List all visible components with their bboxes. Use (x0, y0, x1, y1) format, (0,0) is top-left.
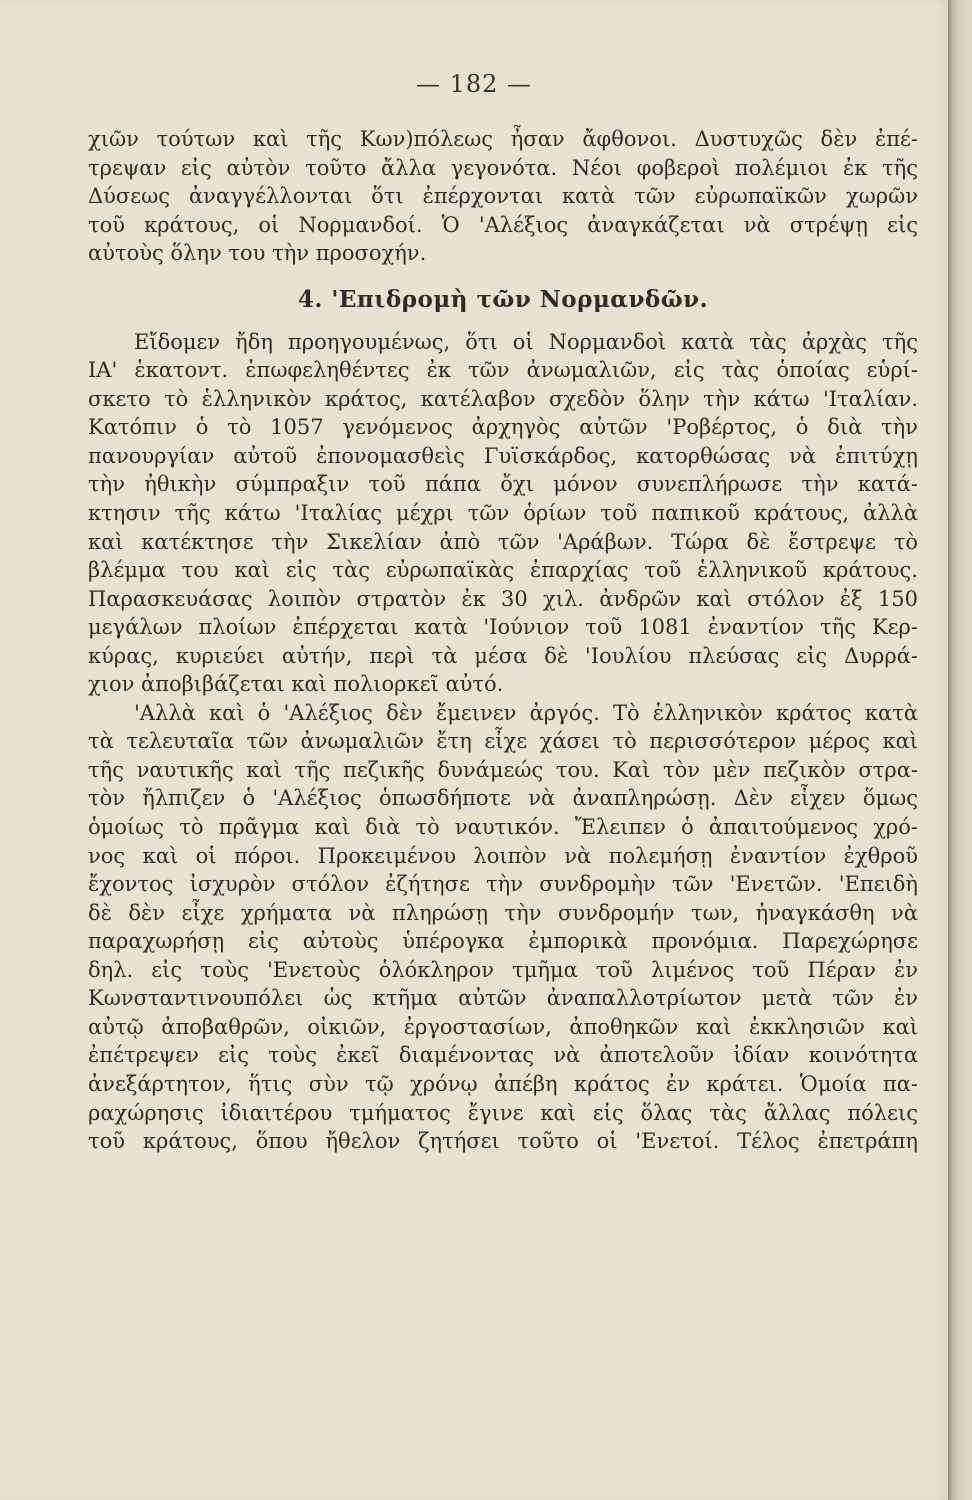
page-edge (948, 0, 972, 1500)
text-line: χιον ἀποβιβάζεται καὶ πολιορκεῖ αὐτό. (88, 672, 504, 697)
text-line: Κωνσταντινουπόλει ὡς κτῆμα αὐτῶν ἀναπαλλοτρίωτον μετὰ τῶν ἐν (88, 986, 918, 1011)
text-line: ὁμοίως τὸ πρᾶγμα καὶ διὰ τὸ ναυτικόν. Ἔλειπεν ὁ ἀπαιτούμενος χρό- (88, 815, 918, 840)
paragraph-alexios (88, 699, 918, 1156)
text-line: πανουργίαν αὐτοῦ ἐπονομασθεὶς Γυϊσκάρδος, κατορθώσας νὰ ἐπιτύχῃ (88, 443, 918, 468)
page-body (88, 125, 918, 1156)
text-line: Δύσεως ἀναγγέλλονται ὅτι ἐπέρχονται κατὰ τῶν εὐρωπαϊκῶν χωρῶν (88, 184, 918, 209)
text-line: νος καὶ οἱ πόροι. Προκειμένου λοιπὸν νὰ πολεμήσῃ ἐναντίον ἐχθροῦ (88, 843, 918, 868)
text-line: Εἴδομεν ἤδη προηγουμένως, ὅτι οἱ Νορμανδοὶ κατὰ τὰς ἀρχὰς τῆς (134, 329, 918, 354)
text-line: τοῦ κράτους, οἱ Νορμανδοί. Ὁ 'Αλέξιος ἀναγκάζεται νὰ στρέψῃ εἰς (88, 212, 918, 237)
text-line: ραχώρησις ἰδιαιτέρου τμήματος ἔγινε καὶ εἰς ὅλας τὰς ἄλλας πόλεις (88, 1100, 918, 1125)
text-line: δηλ. εἰς τοὺς 'Ενετοὺς ὁλόκληρον τμῆμα τοῦ λιμένος τοῦ Πέραν ἐν (88, 957, 918, 982)
text-line: καὶ κατέκτησε τὴν Σικελίαν ἀπὸ τῶν 'Αράβων. Τώρα δὲ ἔστρεψε τὸ (88, 529, 918, 554)
text-line: τοῦ κράτους, ὅπου ἤθελον ζητήσει τοῦτο οἱ 'Ενετοί. Τέλος ἐπετράπη (88, 1129, 918, 1154)
text-line: 'Αλλὰ καὶ ὁ 'Αλέξιος δὲν ἔμεινεν ἀργός. Τὸ ἑλληνικὸν κράτος κατὰ (134, 700, 918, 725)
text-line: αὐτῷ ἀποβαθρῶν, οἰκιῶν, ἐργοστασίων, ἀποθηκῶν καὶ ἐκκλησιῶν καὶ (88, 1014, 918, 1039)
text-line: τρεψαν εἰς αὐτὸν τοῦτο ἄλλα γεγονότα. Νέοι φοβεροὶ πολέμιοι ἐκ τῆς (88, 155, 918, 180)
text-line: τὴν ἠθικὴν σύμπραξιν τοῦ πάπα ὄχι μόνον συνεπλήρωσε τὴν κατά- (88, 472, 918, 497)
page-number: — 182 — (415, 70, 533, 98)
text-line: παραχωρήσῃ εἰς αὐτοὺς ὑπέρογκα ἐμπορικὰ προνόμια. Παρεχώρησε (88, 929, 918, 954)
text-line: τὸν ἤλπιζεν ὁ 'Αλέξιος ὁπωσδήποτε νὰ ἀναπληρώσῃ. Δὲν εἶχεν ὅμως (88, 786, 918, 811)
text-line: μεγάλων πλοίων ἐπέρχεται κατὰ 'Ιούνιον τοῦ 1081 ἐναντίον τῆς Κερ- (88, 615, 918, 640)
text-line: ἀνεξάρτητον, ἥτις σὺν τῷ χρόνῳ ἀπέβη κράτος ἐν κράτει. Ὁμοία πα- (88, 1071, 918, 1096)
text-line: ἐπέτρεψεν εἰς τοὺς ἐκεῖ διαμένοντας νὰ ἀποτελοῦν ἰδίαν κοινότητα (88, 1043, 918, 1068)
text-line: Παρασκευάσας λοιπὸν στρατὸν ἐκ 30 χιλ. ἀνδρῶν καὶ στόλον ἐξ 150 (88, 586, 918, 611)
text-line: ΙΑ' ἑκατοντ. ἐπωφεληθέντες ἐκ τῶν ἀνωμαλιῶν, εἰς τὰς ὁποίας εὑρί- (88, 358, 918, 383)
text-line: τὰ τελευταῖα τῶν ἀνωμαλιῶν ἔτη εἶχε χάσει τὸ περισσότερον μέρος καὶ (88, 729, 918, 754)
section-heading: 4. 'Επιδρομὴ τῶν Νορμανδῶν. (297, 285, 709, 313)
text-line: βλέμμα του καὶ εἰς τὰς εὐρωπαϊκὰς ἐπαρχίας τοῦ ἑλληνικοῦ κράτους. (88, 558, 918, 583)
paragraph-intro (88, 125, 918, 268)
text-line: τῆς ναυτικῆς καὶ τῆς πεζικῆς δυνάμεώς του. Καὶ τὸν μὲν πεζικὸν στρα- (88, 757, 918, 782)
text-line: χιῶν τούτων καὶ τῆς Κων)πόλεως ἦσαν ἄφθονοι. Δυστυχῶς δὲν ἐπέ- (88, 127, 918, 151)
text-line: δὲ δὲν εἶχε χρήματα νὰ πληρώσῃ τὴν συνδρομήν των, ἠναγκάσθη νὰ (88, 900, 918, 925)
text-line: κτησιν τῆς κάτω 'Ιταλίας μέχρι τῶν ὁρίων τοῦ παπικοῦ κράτους, ἀλλὰ (88, 501, 918, 526)
text-line: Κατόπιν ὁ τὸ 1057 γενόμενος ἀρχηγὸς αὐτῶν 'Ροβέρτος, ὁ διὰ τὴν (88, 415, 918, 440)
text-line: αὐτοὺς ὅλην του τὴν προσοχήν. (88, 241, 427, 266)
text-line: ἔχοντος ἰσχυρὸν στόλον ἐζήτησε τὴν συνδρομὴν τῶν 'Ενετῶν. 'Επειδὴ (88, 872, 918, 897)
paragraph-normans (88, 328, 918, 699)
text-line: κύρας, κυριεύει αὐτήν, περὶ τὰ μέσα δὲ 'Ιουλίου πλεύσας εἰς Δυρρά- (88, 643, 918, 668)
text-line: σκετο τὸ ἑλληνικὸν κράτος, κατέλαβον σχεδὸν ὅλην τὴν κάτω 'Ιταλίαν. (88, 386, 918, 411)
